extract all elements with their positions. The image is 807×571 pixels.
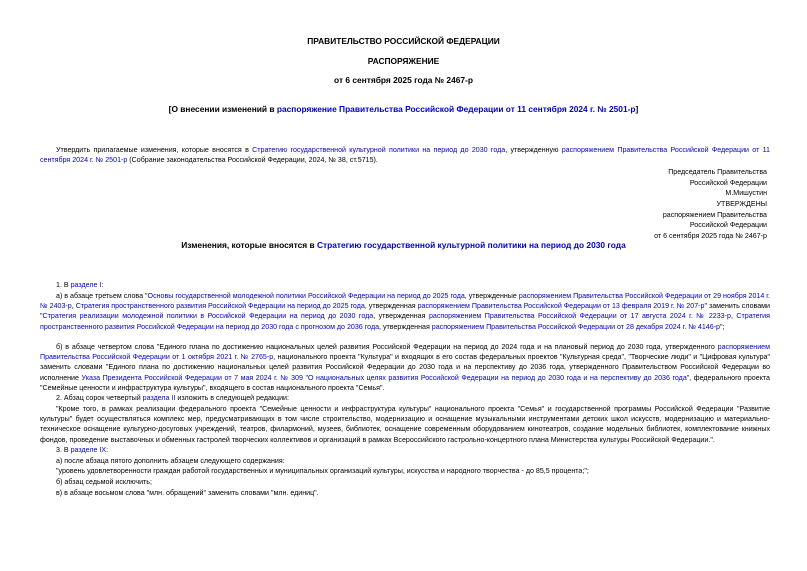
item-3a-quote: "уровень удовлетворенности граждан работой государственных и муниципальных организаций культуры, искусства и народного творчества - до 85,5 процента;"; bbox=[56, 467, 589, 475]
doc-link[interactable]: Стратегия пространственного развития Российской Федерации на период до 2030 года с прогнозом до 2036 года bbox=[40, 312, 770, 331]
changes-strategy-link[interactable]: Стратегию государственной культурной политики на период до 2030 года bbox=[317, 240, 626, 250]
subject-link[interactable]: распоряжение Правительства Российской Федерации от 11 сентября 2024 г. № 2501-р bbox=[276, 104, 636, 114]
changes-title-prefix: Изменения, которые вносятся в bbox=[181, 240, 317, 250]
item-1a-text: , bbox=[71, 302, 76, 311]
signature-block bbox=[527, 167, 767, 242]
item-1b-text: , национального проекта "Культура" и входящих в его состав федеральных проектов "Культурная среда", "Творческие люди" и "Цифровая культура" заменить словами "Единого плана по достижению национальных целей развития Российской Федерации до 2030 года и на перспективу до 2036 года, утвержденного Правительством Российской Федерации во исполнение bbox=[40, 353, 770, 382]
signature-name: М.Мишустин bbox=[725, 189, 767, 198]
document-subject bbox=[0, 104, 807, 114]
doc-link[interactable]: распоряжением Правительства Российской Федерации от 28 декабря 2024 г. № 4146-р bbox=[431, 322, 721, 331]
doc-link[interactable]: распоряжением Правительства Российской Федерации от 13 февраля 2019 г. № 207-р bbox=[417, 302, 705, 311]
item-1a bbox=[40, 291, 770, 332]
item-1a-text: " заменить словами " bbox=[40, 302, 770, 321]
intro-text-1: Утвердить прилагаемые изменения, которые вносятся в bbox=[56, 146, 253, 154]
item-1-text: 1. В bbox=[56, 281, 71, 289]
doc-link[interactable]: Стратегия реализации молодежной политики в Российской Федерации на период до 2030 года bbox=[42, 312, 374, 321]
item-1a-text: , утвержденные bbox=[464, 292, 519, 300]
item-1b-text: , федерального проекта "Семейные ценности и инфраструктура культуры", входящего в состав национального проекта "Семья". bbox=[40, 373, 770, 392]
government-heading: ПРАВИТЕЛЬСТВО РОССИЙСКОЙ ФЕДЕРАЦИИ bbox=[307, 36, 500, 46]
approval-date: от 6 сентября 2025 года № 2467-р bbox=[654, 232, 767, 241]
approval-line: УТВЕРЖДЕНЫ bbox=[716, 200, 767, 209]
subject-suffix: ] bbox=[635, 104, 639, 114]
item-1a-text: , утвержденная bbox=[379, 322, 432, 331]
doc-link[interactable]: Основы государственной молодежной политики Российской Федерации на период до 2025 года bbox=[147, 292, 465, 300]
item-1-end: : bbox=[101, 281, 104, 289]
item-2-text: 2. Абзац сорок четвертый bbox=[56, 394, 143, 402]
changes-title bbox=[0, 240, 807, 250]
subject-prefix: [О внесении изменений в bbox=[168, 104, 277, 114]
doc-link[interactable]: распоряжением Правительства Российской Федерации от 1 октября 2021 г. № 2765-р bbox=[40, 343, 770, 362]
item-3b: б) абзац седьмой исключить; bbox=[56, 478, 152, 486]
item-1a-text: , утвержденная bbox=[364, 302, 418, 311]
decree-309-link[interactable]: Указа Президента Российской Федерации от 7 мая 2024 г. № 309 "О национальных целях развития Российской Федерации на период до 2030 года и на перспективу до 2036 года" bbox=[81, 373, 690, 382]
section-9-link[interactable]: разделе IX bbox=[70, 446, 107, 454]
item-3-text: 3. В bbox=[56, 446, 71, 454]
item-1b bbox=[40, 342, 770, 393]
intro-text-3: (Собрание законодательства Российской Федерации, 2024, № 38, ст.5715). bbox=[127, 156, 378, 165]
signature-line: Российской Федерации bbox=[689, 178, 767, 187]
item-3a: а) после абзаца пятого дополнить абзацем следующего содержания: bbox=[56, 457, 285, 465]
item-2 bbox=[40, 393, 770, 403]
strategy-link[interactable]: Стратегию государственной культурной политики на период до 2030 года bbox=[252, 146, 506, 154]
doc-link[interactable]: Стратегия пространственного развития Российской Федерации на период до 2025 года bbox=[75, 302, 365, 311]
item-1 bbox=[40, 280, 770, 290]
section-1-link[interactable]: разделе I bbox=[70, 281, 102, 289]
approval-line: распоряжением Правительства bbox=[662, 210, 767, 219]
item-3-text: : bbox=[106, 446, 109, 454]
doc-link[interactable]: распоряжением Правительства Российской Федерации от 17 августа 2024 г. № 2233-р bbox=[428, 312, 731, 321]
item-2-quote: "Кроме того, в рамках реализации федерального проекта "Семейные ценности и инфраструктура культуры" национального проекта "Семья" и государственной программы Российской Федерации "Развитие культуры" будет осуществляться комплекс мер, предусматривающих в том числе строительство, модернизацию и оснащение музыкальными инструментами детских школ искусств, модернизацию и материально-техническое оснащение культурно-досуговых учреждений, театров, филармоний, музеев, библиотек, оснащение современным оборудованием кинотеатров, создание модельных библиотек, комплектование книжных фондов, проведение выставочных и обменных гастролей творческих коллективов и организаций в рамках Всероссийского гастрольно-концертного плана Министерства культуры Российской Федерации.". bbox=[40, 405, 770, 444]
approval-line: Российской Федерации bbox=[689, 221, 767, 230]
document-type-heading: РАСПОРЯЖЕНИЕ bbox=[367, 56, 440, 66]
item-1a-text: а) в абзаце третьем слова " bbox=[56, 292, 148, 300]
item-3c: в) в абзаце восьмом слова "млн. обращений" заменить словами "млн. единиц". bbox=[56, 489, 319, 497]
intro-text-2: , утвержденную bbox=[505, 146, 562, 154]
item-3 bbox=[40, 445, 770, 455]
item-1b-text: б) в абзаце четвертом слова "Единого плана по достижению национальных целей развития Российской Федерации на период до 2024 года и на плановый период до 2030 года, утвержденного bbox=[56, 343, 718, 351]
signature-line: Председатель Правительства bbox=[668, 168, 767, 176]
decree-link[interactable]: распоряжением Правительства Российской Федерации от 11 сентября 2024 г. № 2501-р bbox=[40, 146, 771, 165]
doc-link[interactable]: распоряжением Правительства Российской Федерации от 29 ноября 2014 г. № 2403-р bbox=[40, 292, 770, 311]
item-1a-text: , bbox=[730, 312, 737, 321]
item-1a-text: "; bbox=[720, 322, 725, 331]
section-2-link[interactable]: раздела II bbox=[142, 394, 176, 402]
intro-paragraph bbox=[40, 145, 770, 165]
item-1a-text: , утвержденная bbox=[373, 312, 429, 321]
document-date-number: от 6 сентября 2025 года № 2467-р bbox=[334, 75, 473, 85]
item-2-text: изложить в следующей редакции: bbox=[175, 394, 289, 402]
